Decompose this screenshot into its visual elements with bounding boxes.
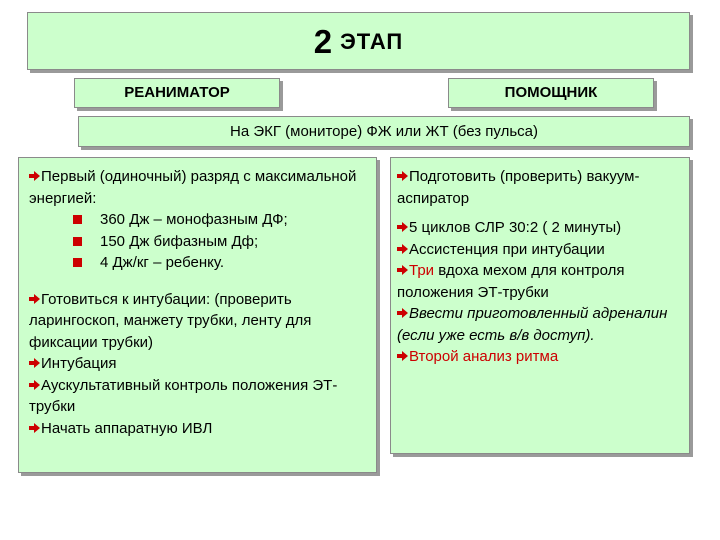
- condition-banner: На ЭКГ (мониторе) ФЖ или ЖТ (без пульса): [78, 116, 690, 147]
- list-subitem: 150 Дж бифазным Дф;: [29, 231, 372, 253]
- arrow-bullet-icon: [397, 222, 408, 232]
- title-box: [27, 12, 690, 70]
- assistant-column: [390, 157, 690, 454]
- list-subitem: 360 Дж – монофазным ДФ;: [29, 209, 372, 231]
- list-item: Три вдоха мехом для контроля положения ЭТ-трубки: [397, 262, 625, 301]
- stage-word: ЭТАП: [340, 29, 404, 54]
- list-item: Аускультативный контроль положения ЭТ-трубки: [29, 376, 338, 415]
- list-item: Начать аппаратную ИВЛ: [29, 418, 372, 440]
- list-item: Первый (одиночный) разряд с максимальной энергией:: [29, 168, 357, 207]
- arrow-bullet-icon: [397, 308, 408, 318]
- arrow-bullet-icon: [397, 244, 408, 254]
- list-item: Ассистенция при интубации: [397, 239, 685, 261]
- square-bullet-icon: [73, 215, 82, 224]
- list-item: Готовиться к интубации: (проверить ларингоскоп, манжету трубки, ленту для фиксации трубки): [29, 290, 312, 351]
- reanimator-column: [18, 157, 377, 473]
- square-bullet-icon: [73, 237, 82, 246]
- arrow-bullet-icon: [397, 171, 408, 181]
- list-subitem: 4 Дж/кг – ребенку.: [29, 252, 372, 274]
- list-item: Интубация: [29, 353, 372, 375]
- arrow-bullet-icon: [29, 171, 40, 181]
- role-assistant: ПОМОЩНИК: [448, 78, 654, 108]
- role-reanimator: РЕАНИМАТОР: [74, 78, 280, 108]
- arrow-bullet-icon: [29, 380, 40, 390]
- list-item: Второй анализ ритма: [397, 346, 685, 368]
- stage-number: 2: [313, 23, 333, 60]
- arrow-bullet-icon: [29, 294, 40, 304]
- arrow-bullet-icon: [29, 358, 40, 368]
- list-item: 5 циклов СЛР 30:2 ( 2 минуты): [397, 217, 685, 239]
- arrow-bullet-icon: [397, 351, 408, 361]
- square-bullet-icon: [73, 258, 82, 267]
- list-item: Подготовить (проверить) вакуум-аспиратор: [397, 168, 640, 207]
- list-item: Ввести приготовленный адреналин (если уже есть в/в доступ).: [397, 305, 668, 344]
- arrow-bullet-icon: [397, 265, 408, 275]
- arrow-bullet-icon: [29, 423, 40, 433]
